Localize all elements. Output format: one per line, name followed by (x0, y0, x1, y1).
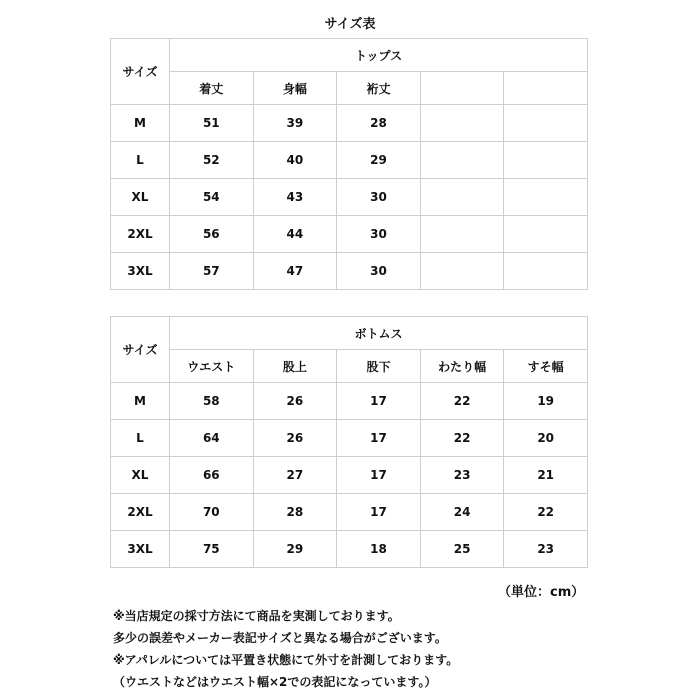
table-row (111, 179, 588, 216)
notes (113, 605, 673, 693)
table-cell (504, 253, 588, 290)
size-label: M (111, 383, 170, 420)
table-cell: 56 (170, 216, 254, 253)
table-row (111, 531, 588, 568)
table-cell (420, 105, 504, 142)
size-label: XL (111, 179, 170, 216)
size-label: 2XL (111, 494, 170, 531)
unit-label: （単位：cm） (498, 585, 585, 600)
tops-column-header: 裄丈 (337, 72, 421, 105)
tops-column-header: 身幅 (253, 72, 337, 105)
table-cell: 28 (253, 494, 337, 531)
table-row (111, 105, 588, 142)
note-line: ※アパレルについては平置き状態にて外寸を計測しております。 (113, 653, 459, 667)
table-cell: 19 (504, 383, 588, 420)
table-cell (504, 105, 588, 142)
note-line: 多少の誤差やメーカー表記サイズと異なる場合がございます。 (113, 631, 447, 645)
table-cell: 30 (337, 253, 421, 290)
table-row (111, 457, 588, 494)
table-cell: 23 (420, 457, 504, 494)
tops-size-table (110, 38, 588, 290)
tops-group-header: トップス (170, 39, 588, 72)
table-cell: 44 (253, 216, 337, 253)
table-cell: 25 (420, 531, 504, 568)
table-row (111, 142, 588, 179)
table-cell: 52 (170, 142, 254, 179)
table-cell: 17 (337, 457, 421, 494)
table-cell (504, 179, 588, 216)
table-cell: 28 (337, 105, 421, 142)
bottoms-column-header: 股下 (337, 350, 421, 383)
tops-header-row (111, 39, 588, 72)
table-cell (504, 142, 588, 179)
note-line: （ウエストなどはウエスト幅×2での表記になっています。） (113, 675, 437, 689)
table-cell (420, 216, 504, 253)
bottoms-size-table (110, 316, 588, 568)
bottoms-size-header: サイズ (111, 317, 170, 383)
table-cell: 70 (170, 494, 254, 531)
table-cell: 22 (504, 494, 588, 531)
tops-size-header: サイズ (111, 39, 170, 105)
table-cell: 39 (253, 105, 337, 142)
table-cell: 29 (253, 531, 337, 568)
table-cell: 58 (170, 383, 254, 420)
table-cell: 18 (337, 531, 421, 568)
table-cell: 40 (253, 142, 337, 179)
table-cell: 17 (337, 494, 421, 531)
size-label: L (111, 420, 170, 457)
table-cell (420, 179, 504, 216)
table-cell: 26 (253, 383, 337, 420)
note-line: ※当店規定の採寸方法にて商品を実測しております。 (113, 609, 400, 623)
table-cell: 30 (337, 179, 421, 216)
table-cell (420, 142, 504, 179)
table-cell: 17 (337, 420, 421, 457)
size-label: 3XL (111, 253, 170, 290)
table-cell: 22 (420, 383, 504, 420)
table-cell: 51 (170, 105, 254, 142)
bottoms-column-header: ウエスト (170, 350, 254, 383)
size-label: M (111, 105, 170, 142)
table-row (111, 216, 588, 253)
table-cell: 27 (253, 457, 337, 494)
table-cell: 57 (170, 253, 254, 290)
table-cell: 23 (504, 531, 588, 568)
size-label: 2XL (111, 216, 170, 253)
tops-column-header-row (111, 72, 588, 105)
table-cell: 21 (504, 457, 588, 494)
table-cell: 66 (170, 457, 254, 494)
table-cell: 64 (170, 420, 254, 457)
table-row (111, 420, 588, 457)
table-cell (504, 216, 588, 253)
table-cell: 17 (337, 383, 421, 420)
table-cell: 47 (253, 253, 337, 290)
bottoms-column-header-row (111, 350, 588, 383)
tops-column-header (420, 72, 504, 105)
bottoms-column-header: わたり幅 (420, 350, 504, 383)
table-cell: 29 (337, 142, 421, 179)
table-row (111, 383, 588, 420)
table-cell: 43 (253, 179, 337, 216)
bottoms-group-header: ボトムス (170, 317, 588, 350)
table-row (111, 253, 588, 290)
tops-column-header (504, 72, 588, 105)
tops-column-header: 着丈 (170, 72, 254, 105)
table-cell (420, 253, 504, 290)
bottoms-column-header: 股上 (253, 350, 337, 383)
table-cell: 54 (170, 179, 254, 216)
table-cell: 26 (253, 420, 337, 457)
table-cell: 30 (337, 216, 421, 253)
table-row (111, 494, 588, 531)
table-cell: 24 (420, 494, 504, 531)
size-label: 3XL (111, 531, 170, 568)
table-cell: 20 (504, 420, 588, 457)
bottoms-column-header: すそ幅 (504, 350, 588, 383)
table-cell: 75 (170, 531, 254, 568)
bottoms-header-row (111, 317, 588, 350)
size-label: L (111, 142, 170, 179)
table-cell: 22 (420, 420, 504, 457)
size-label: XL (111, 457, 170, 494)
page-title: サイズ表 (324, 17, 376, 32)
